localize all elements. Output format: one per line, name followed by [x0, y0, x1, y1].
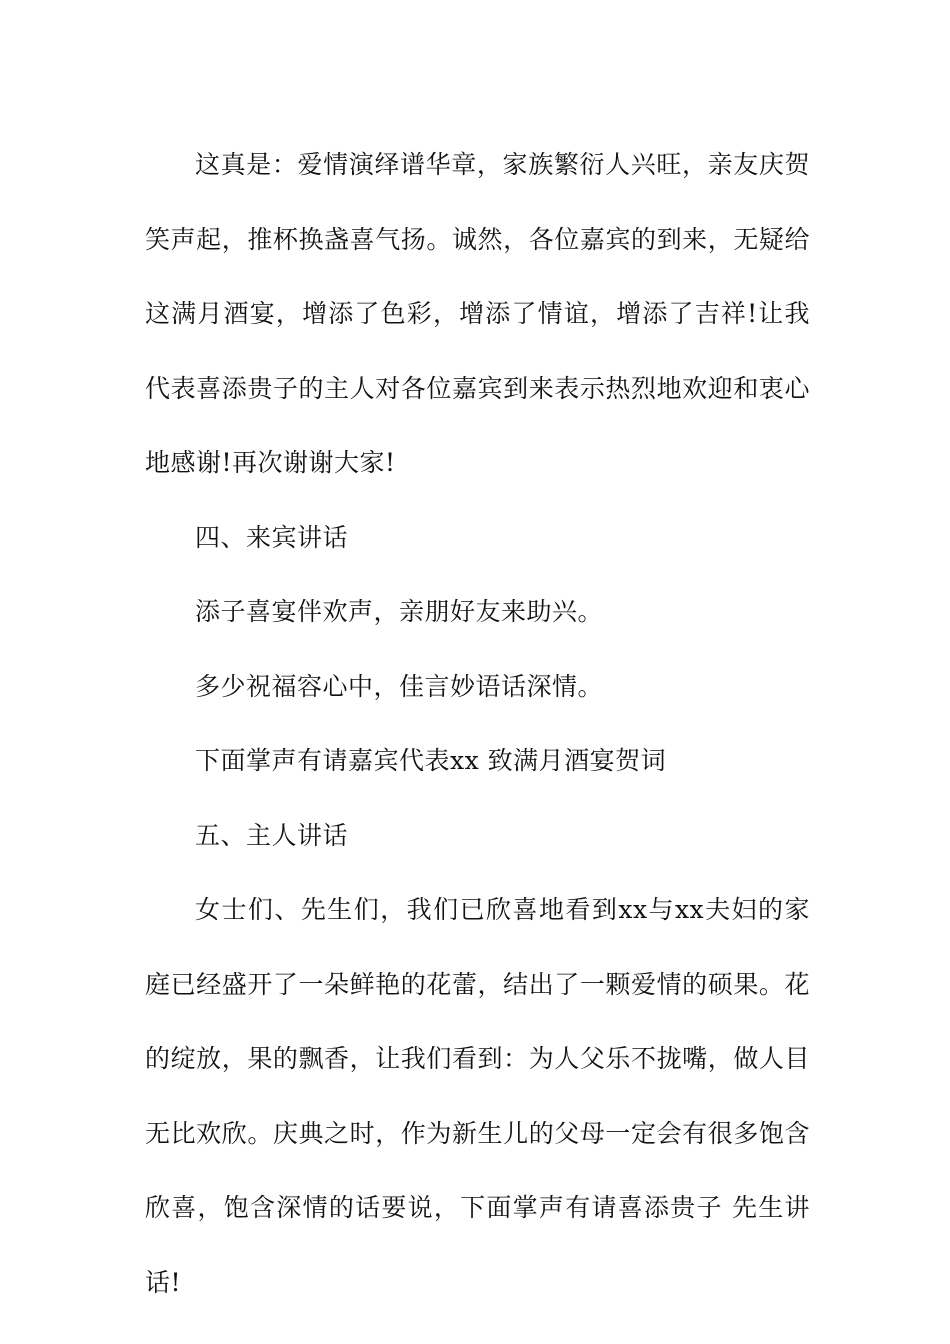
- section-heading-host-speech: 五、主人讲话: [195, 820, 349, 850]
- section-heading-guest-speech: 四、来宾讲话: [195, 522, 349, 552]
- document-body: [145, 128, 810, 1320]
- paragraph-host-introduction: 女士们、先生们，我们已欣喜地看到xx与xx夫妇的家庭已经盛开了一朵鲜艳的花蕾，结出了一颗爱情的硕果。花的绽放，果的飘香，让我们看到：为人父乐不拢嘴，做人目无比欢欣。庆典之时，作为新生儿的父母一定会有很多饱含欣喜，饱含深情的话要说，下面掌声有请喜添贵子 先生讲话!: [145, 895, 810, 1297]
- guest-invitation-line: 下面掌声有请嘉宾代表xx 致满月酒宴贺词: [195, 746, 667, 775]
- verse-line-2: 多少祝福容心中，佳言妙语话深情。: [195, 671, 604, 701]
- verse-line-1: 添子喜宴伴欢声，亲朋好友来助兴。: [195, 597, 604, 626]
- paragraph-closing-remarks: 这真是：爱情演绎谱华章，家族繁衍人兴旺，亲友庆贺笑声起，推杯换盏喜气扬。诚然，各位嘉宾的到来，无疑给这满月酒宴，增添了色彩，增添了情谊，增添了吉祥!让我代表喜添贵子的主人对各位嘉宾到来表示热烈地欢迎和衷心地感谢!再次谢谢大家!: [145, 150, 810, 477]
